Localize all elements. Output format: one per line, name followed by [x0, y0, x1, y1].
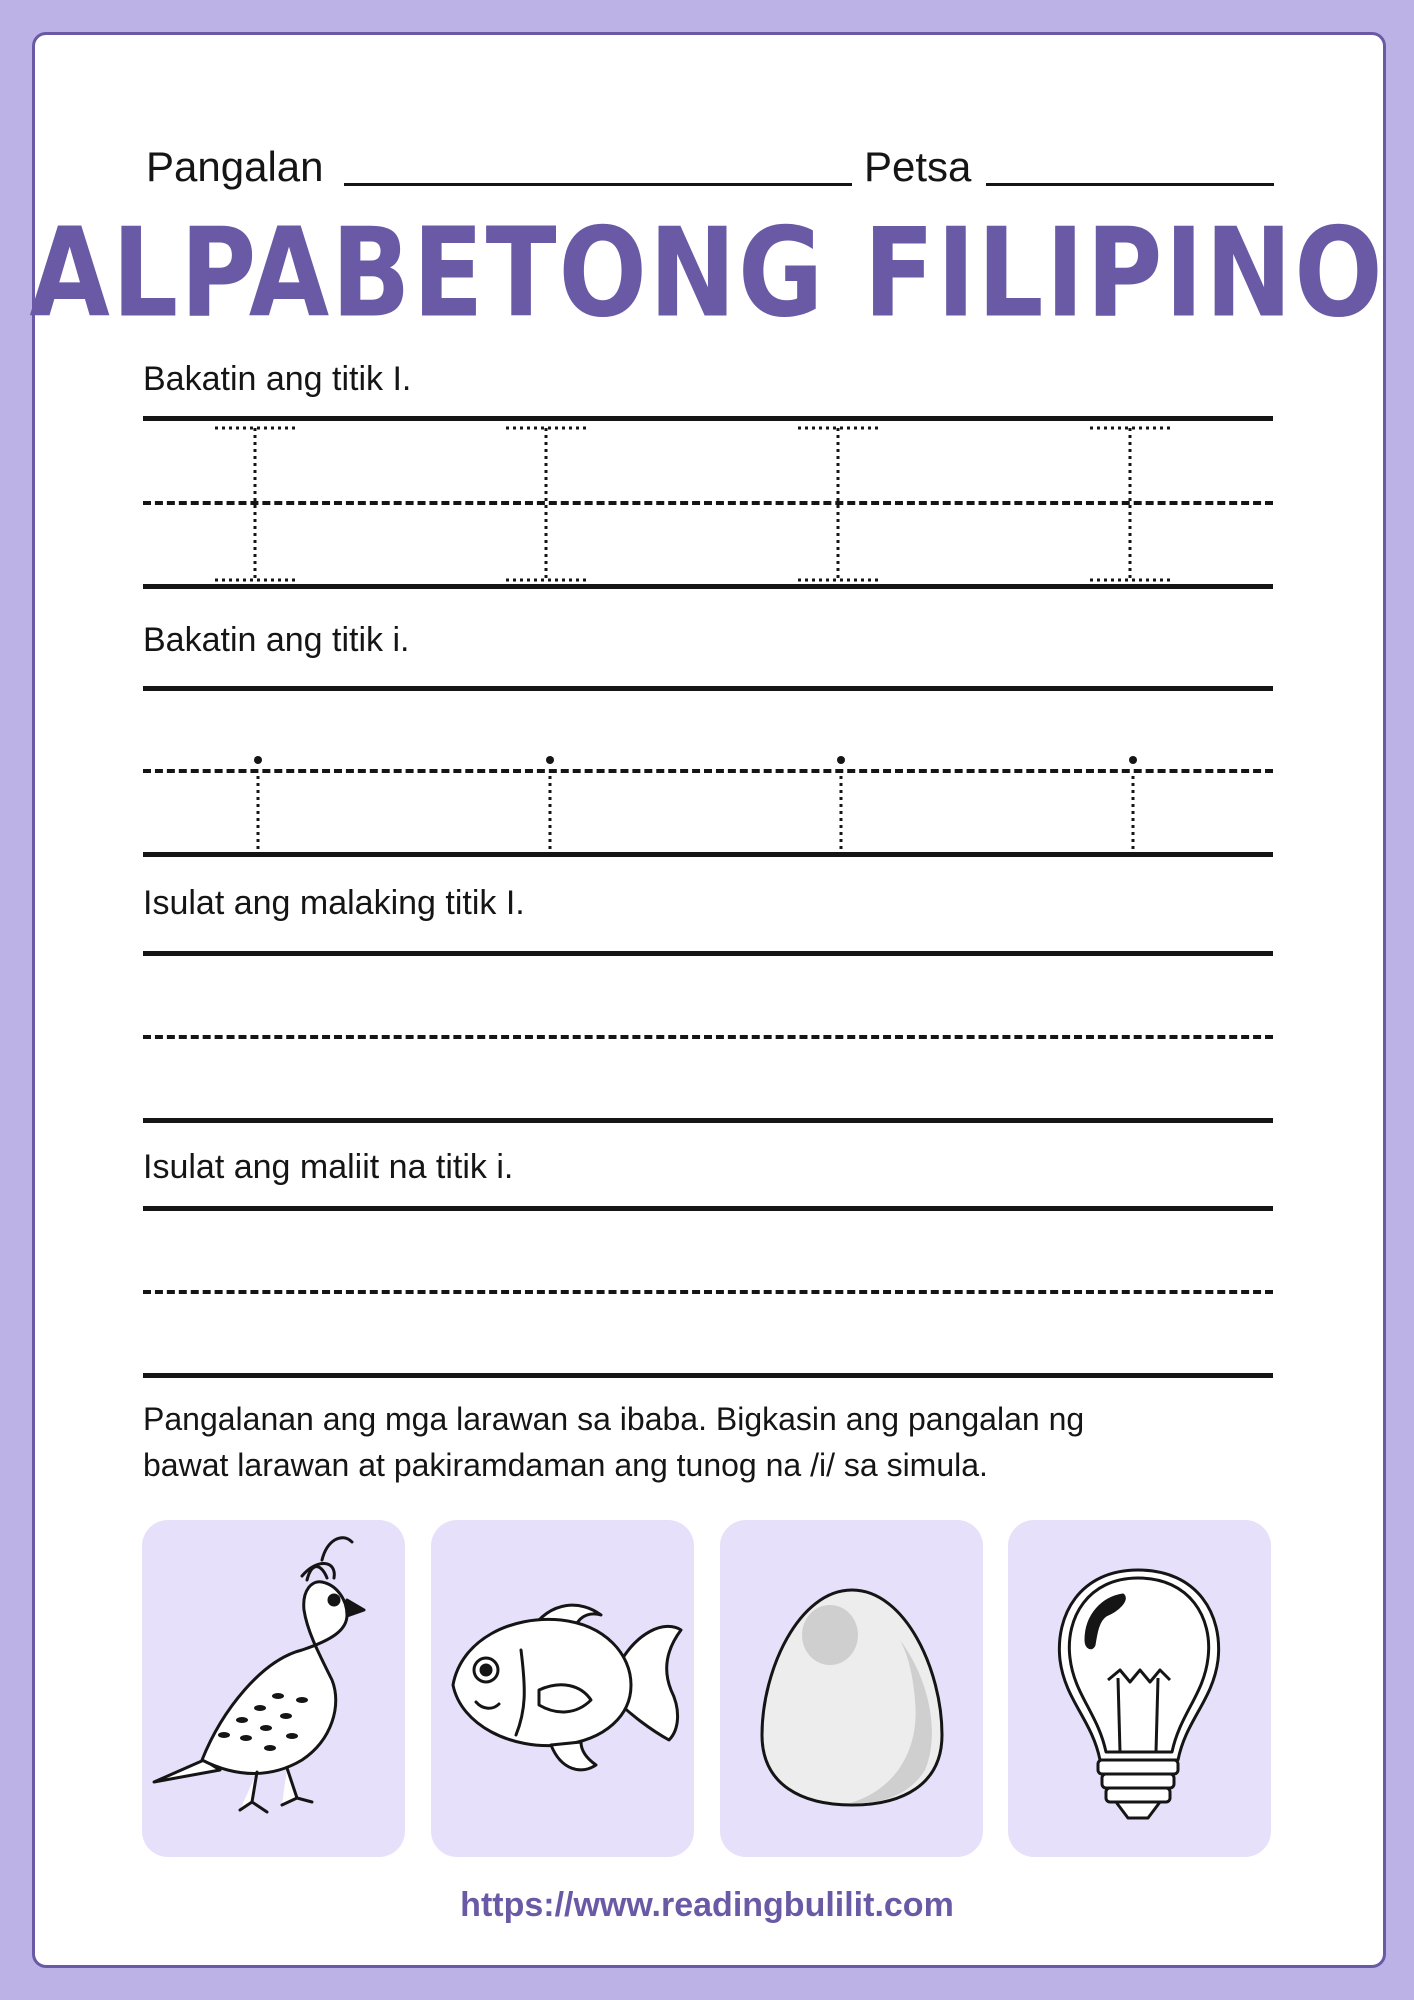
- picture-card-quail: [142, 1520, 405, 1857]
- dotted-uppercase-i-guides: [143, 416, 1273, 590]
- light-bulb-icon: [1008, 1520, 1271, 1857]
- date-label: Petsa: [864, 143, 972, 190]
- instruction-trace-upper: Bakatin ang titik I.: [143, 360, 412, 398]
- picture-instruction-line-1: Pangalanan ang mga larawan sa ibaba. Bigkasin ang pangalan ng: [143, 1401, 1085, 1437]
- name-date-row: [144, 108, 1274, 188]
- trace-upper-lines[interactable]: [143, 416, 1273, 590]
- name-label: Pangalan: [146, 143, 324, 190]
- quail-icon: [142, 1520, 405, 1857]
- fish-icon: [431, 1520, 694, 1857]
- footer-url[interactable]: https://www.readingbulilit.com: [460, 1886, 954, 1924]
- picture-card-fish: [431, 1520, 694, 1857]
- name-blank-line[interactable]: [344, 183, 852, 186]
- egg-icon: [720, 1520, 983, 1857]
- write-upper-lines[interactable]: [143, 951, 1273, 1125]
- page-title: ALPABETONG FILIPINO: [29, 201, 1385, 345]
- dotted-lowercase-i-guides: [143, 686, 1273, 860]
- trace-lower-lines[interactable]: [143, 686, 1273, 860]
- base-line: [143, 1118, 1273, 1123]
- date-blank-line[interactable]: [986, 183, 1274, 186]
- picture-card-light-bulb: [1008, 1520, 1271, 1857]
- top-line: [143, 951, 1273, 956]
- middle-dashed-line: [143, 1290, 1273, 1294]
- instruction-trace-lower: Bakatin ang titik i.: [143, 621, 410, 659]
- middle-dashed-line: [143, 1035, 1273, 1039]
- picture-card-egg: [720, 1520, 983, 1857]
- top-line: [143, 1206, 1273, 1211]
- write-lower-lines[interactable]: [143, 1206, 1273, 1380]
- instruction-write-upper: Isulat ang malaking titik I.: [143, 884, 525, 922]
- base-line: [143, 1373, 1273, 1378]
- picture-instruction-line-2: bawat larawan at pakiramdaman ang tunog na /i/ sa simula.: [143, 1447, 988, 1483]
- picture-instruction: [143, 1396, 1283, 1488]
- instruction-write-lower: Isulat ang maliit na titik i.: [143, 1148, 514, 1186]
